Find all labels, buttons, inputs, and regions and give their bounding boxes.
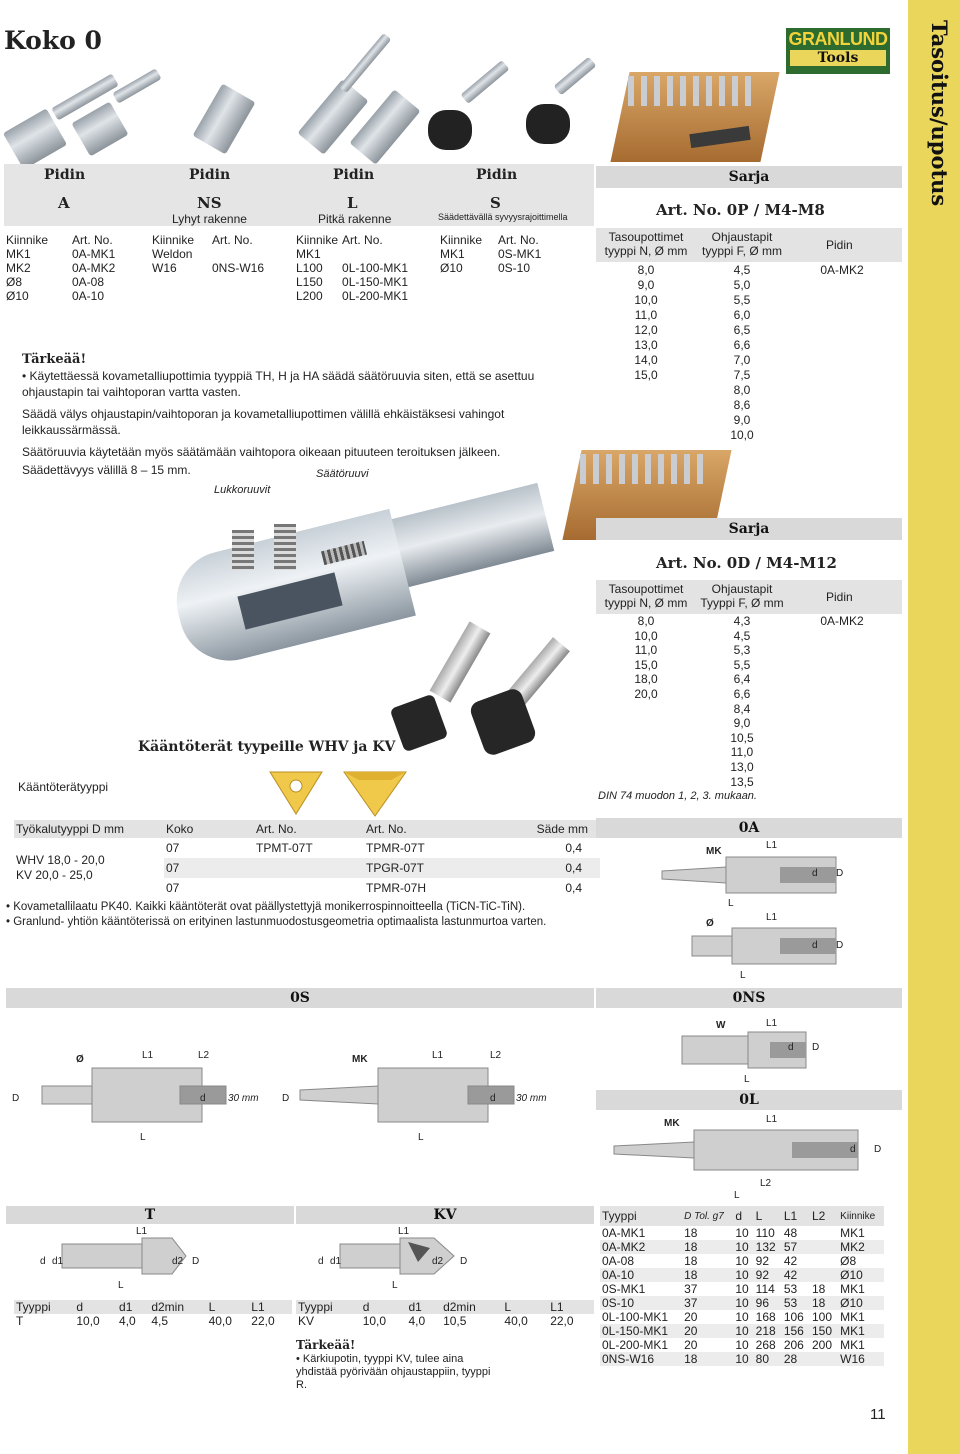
table-cell: 13,0 [730, 759, 754, 774]
inserts-title: Kääntöterät tyypeille WHV ja KV [138, 739, 396, 755]
set1-col1 [604, 263, 688, 428]
table-cell: 10 [735, 1310, 749, 1324]
table-cell: 168 [755, 1310, 776, 1324]
table-cell: MK1 [840, 1282, 865, 1296]
table-cell: 92 [755, 1254, 770, 1268]
table-row [600, 1226, 884, 1240]
table-cell [810, 1352, 838, 1366]
label-adjust-screw: Säätöruuvi [316, 468, 369, 480]
table-cell: 28 [783, 1352, 798, 1366]
table-row [600, 1296, 884, 1310]
table-cell: 13,0 [634, 338, 658, 352]
table-cell: MK1 [840, 1310, 865, 1324]
holder-header: Pidin [333, 167, 375, 183]
holder-sub: Säädettävällä syvyysrajoittimella [438, 212, 568, 222]
dimensions-table: Tyyppi D Tol. g7 d L L1 L2 Kiinnike 0A-MK1 18 10 110 48 MK1 0A-MK2 18 10 132 57 MK2 0A-08 18 10 92 42 Ø8 0A-10 18 10 92 42 Ø10 0S-MK1 37 10 114 53 18 MK1 0S-10 37 10 96 53 18 Ø10 0L-100-MK1 20 10 168 106 100 MK1 0L-150-MK1 20 10 218 156 150 MK1 0L-200-MK1 20 10 268 206 200 MK1 0NS-W16 18 10 80 28 W16 [600, 1206, 884, 1366]
set1-holder: 0A-MK2 [820, 263, 864, 277]
table-cell: 0S-10 [602, 1296, 635, 1310]
table-cell: 0A-MK1 [602, 1226, 646, 1240]
table-cell: 268 [755, 1338, 776, 1352]
table-cell: 53 [783, 1296, 798, 1310]
table-cell: 13,5 [730, 774, 754, 789]
table-cell [810, 1226, 838, 1240]
kv-important: Tärkeää! [296, 1338, 356, 1352]
holder-header: Pidin [44, 167, 86, 183]
table-cell: 57 [783, 1240, 798, 1254]
holder-letter: NS [197, 194, 222, 212]
table-cell: 15,0 [634, 657, 658, 672]
set2-col1 [604, 614, 688, 702]
holder-table: Kiinnike Art. No. Weldon W16 0NS-W16 [152, 233, 265, 275]
table-cell: 150 [812, 1324, 833, 1338]
notes-p4: Säädettävyys välillä 8 – 15 mm. [22, 463, 191, 477]
diagram-0L-header: 0L [596, 1090, 902, 1110]
table-cell: 37 [684, 1282, 698, 1296]
table-cell: 10 [735, 1338, 749, 1352]
table-cell: 9,0 [733, 716, 751, 731]
table-cell: 6,6 [733, 338, 751, 352]
table-cell: 0A-MK2 [602, 1240, 646, 1254]
table-cell: 8,0 [637, 614, 655, 628]
diagram-T-header: T [6, 1206, 294, 1224]
table-cell: MK2 [840, 1240, 865, 1254]
table-cell: 10 [735, 1324, 749, 1338]
table-cell: 110 [755, 1226, 775, 1240]
inserts-table: Työkalutyyppi D mm Koko Art. No. Art. No. Säde mm WHV 18,0 - 20,0 KV 20,0 - 25,0 07 TPMT-07T TPMR-07T 0,4 07 TPGR-07T 0,4 07 TPMR-07H 0,4 [14, 820, 600, 898]
kv-note: • Kärkiupotin, tyyppi KV, tulee aina yhdistää pyörivään ohjaustappiin, tyyppi R. [296, 1353, 491, 1391]
table-cell: 10 [735, 1226, 749, 1240]
table-cell: 10,0 [634, 628, 658, 643]
table-cell [810, 1268, 838, 1282]
table-cell: 6,0 [733, 308, 751, 322]
table-cell: 0A-08 [602, 1254, 635, 1268]
table-cell: 18 [812, 1296, 826, 1310]
holder-table: Kiinnike Art. No. MK1 L100 0L-100-MK1 L150 0L-150-MK1 L200 0L-200-MK1 [296, 233, 409, 303]
table-cell: 53 [783, 1282, 798, 1296]
diagram-KV-header: KV [296, 1206, 594, 1224]
table-cell: 20 [684, 1310, 698, 1324]
table-cell [604, 398, 688, 413]
table-cell: 18 [684, 1268, 698, 1282]
table-row [600, 1240, 884, 1254]
label-lock-screws: Lukkoruuvit [214, 484, 271, 496]
holder-sub: Lyhyt rakenne [172, 212, 247, 226]
table-cell: 114 [755, 1282, 775, 1296]
table-cell: 92 [755, 1268, 770, 1282]
table-cell: 132 [755, 1240, 776, 1254]
table-cell: 11,0 [634, 643, 658, 658]
notes [22, 352, 592, 478]
table-cell: 5,0 [733, 278, 751, 292]
table-cell: 4,5 [733, 628, 751, 643]
table-cell: 20 [684, 1324, 698, 1338]
table-cell: 18 [684, 1352, 698, 1366]
table-cell: 18 [684, 1240, 698, 1254]
inserts-bullets: • Kovametallilaatu PK40. Kaikki kääntöterät ovat päällystettyjä monikerrospinnoitteella (TiCN-TiC-TiN). • Granlund- yhtiön kääntöterissä on erityinen lastunmuodostusgeometria optimaalista lastunmurtoa varten. [6, 901, 547, 928]
table-cell: Ø10 [840, 1296, 863, 1310]
table-row [600, 1324, 884, 1338]
table-cell: 100 [812, 1310, 833, 1324]
side-bar [908, 0, 960, 1454]
holder-header: Pidin [189, 167, 231, 183]
table-cell: 0L-100-MK1 [602, 1310, 669, 1324]
table-cell: 4,3 [733, 614, 751, 628]
table-cell: 0S-MK1 [602, 1282, 646, 1296]
table-cell: 9,0 [733, 413, 751, 427]
t-table: Tyyppi d d1 d2min L L1 T 10,0 4,0 4,5 40,0 22,0 [14, 1300, 292, 1328]
holder-letter: L [347, 194, 358, 212]
table-cell [604, 383, 688, 398]
diagram-0S-header: 0S [6, 988, 594, 1008]
holder-sub: Pitkä rakenne [318, 212, 392, 226]
page-title: Koko 0 [4, 26, 102, 55]
table-row [600, 1268, 884, 1282]
table-cell: Ø10 [840, 1268, 863, 1282]
notes-p1: • Käytettäessä kovametalliupottimia tyyppiä TH, H ja HA säädä säätöruuvia siten, että se asettuu ohjaustapin tai vaihtoporan vartta vasten. [22, 369, 535, 399]
table-cell: 218 [755, 1324, 776, 1338]
table-cell: 206 [783, 1338, 804, 1352]
table-cell: 18,0 [634, 672, 658, 687]
notes-p2: Säädä välys ohjaustapin/vaihtoporan ja kovametalliupottimen välillä ehkäistäksesi vahingot leikkaussärmässä. [22, 407, 505, 437]
table-cell: 15,0 [634, 368, 658, 382]
set2-title: Art. No. 0D / M4-M12 [656, 554, 837, 572]
table-cell: 6,4 [733, 672, 751, 687]
set2-header: Sarja [596, 518, 902, 540]
table-cell: 18 [684, 1226, 698, 1240]
table-cell: 18 [684, 1254, 698, 1268]
table-cell: 14,0 [634, 353, 658, 367]
holder-header: Pidin [476, 167, 518, 183]
table-cell: MK1 [840, 1324, 865, 1338]
table-cell: 0NS-W16 [602, 1352, 655, 1366]
holder-table: Kiinnike Art. No. MK1 0S-MK1 Ø10 0S-10 [440, 233, 542, 275]
table-cell: MK1 [840, 1226, 865, 1240]
table-cell: 96 [755, 1296, 770, 1310]
table-cell: 80 [755, 1352, 770, 1366]
table-cell: 18 [812, 1282, 826, 1296]
table-cell: 10 [735, 1352, 749, 1366]
kv-table: Tyyppi d d1 d2min L L1 KV 10,0 4,0 10,5 40,0 22,0 [296, 1300, 594, 1328]
table-cell: 20,0 [634, 686, 658, 701]
table-cell: 8,6 [733, 398, 751, 412]
table-cell: 6,5 [733, 323, 751, 337]
table-cell: 10 [735, 1268, 749, 1282]
brand-sub: Tools [790, 50, 886, 66]
table-cell: 7,5 [733, 368, 751, 382]
table-cell: 6,6 [733, 686, 751, 701]
table-cell [810, 1254, 838, 1268]
table-row [600, 1338, 884, 1352]
set1-title: Art. No. 0P / M4-M8 [656, 201, 825, 219]
insert-shapes [266, 766, 414, 820]
table-cell: 8,0 [733, 383, 751, 397]
table-cell: 0A-10 [602, 1268, 635, 1282]
notes-p3: Säätöruuvia käytetään myös säätämään vaihtopora oikeaan pituuteen teroituksen jälkeen. [22, 445, 501, 459]
table-cell: 10 [735, 1282, 749, 1296]
diagram-0NS-header: 0NS [596, 988, 902, 1008]
table-cell: 11,0 [730, 745, 754, 760]
table-cell: 10 [735, 1254, 749, 1268]
table-cell: 0L-200-MK1 [602, 1338, 669, 1352]
table-cell: 5,5 [733, 657, 751, 672]
insert-type-label: Kääntöterätyyppi [18, 780, 109, 794]
side-label: Tasoitus/upotus [927, 20, 952, 207]
table-cell: 37 [684, 1296, 698, 1310]
table-cell: 7,0 [733, 353, 751, 367]
table-cell: 42 [783, 1254, 798, 1268]
table-cell: 9,0 [637, 278, 655, 292]
table-cell: 5,3 [733, 643, 751, 658]
holder-letter: A [58, 194, 70, 212]
table-cell: 10 [735, 1296, 749, 1310]
holder-letter: S [490, 194, 501, 212]
holder-table: Kiinnike Art. No. MK1 0A-MK1 MK2 0A-MK2 Ø8 0A-08 Ø10 0A-10 [6, 233, 116, 303]
set2-note: DIN 74 muodon 1, 2, 3. mukaan. [598, 790, 757, 802]
table-cell: MK1 [840, 1338, 865, 1352]
table-cell: 42 [783, 1268, 798, 1282]
table-cell: 156 [783, 1324, 804, 1338]
set1-col2 [700, 263, 784, 443]
table-cell [810, 1240, 838, 1254]
table-cell: 5,5 [733, 293, 751, 307]
diagram-0A-header: 0A [596, 818, 902, 838]
set2-col2 [700, 614, 784, 789]
table-cell: 11,0 [634, 308, 658, 322]
table-cell: 10,5 [730, 730, 754, 745]
table-cell: Ø8 [840, 1254, 857, 1268]
table-row [600, 1310, 884, 1324]
table-cell: 10,0 [730, 428, 754, 442]
table-cell [604, 413, 688, 428]
table-cell: 0L-150-MK1 [602, 1324, 669, 1338]
table-cell: 20 [684, 1338, 698, 1352]
table-cell: W16 [840, 1352, 865, 1366]
set2-holder: 0A-MK2 [820, 614, 864, 628]
table-row [600, 1282, 884, 1296]
table-cell: 48 [783, 1226, 798, 1240]
table-row [600, 1352, 884, 1366]
table-cell: 200 [812, 1338, 833, 1352]
table-cell: 8,4 [733, 701, 751, 716]
table-cell: 12,0 [634, 323, 658, 337]
table-cell: 106 [783, 1310, 804, 1324]
brand-name: GRANLUND [788, 29, 888, 49]
table-cell: 8,0 [637, 263, 655, 277]
notes-important: Tärkeää! [22, 352, 87, 367]
table-cell: 4,5 [733, 263, 751, 277]
table-cell: 10,0 [634, 293, 658, 307]
brand-logo [786, 28, 890, 74]
table-cell: 10 [735, 1240, 749, 1254]
set1-header: Sarja [596, 166, 902, 188]
page-number: 11 [870, 1406, 886, 1423]
table-row [600, 1254, 884, 1268]
